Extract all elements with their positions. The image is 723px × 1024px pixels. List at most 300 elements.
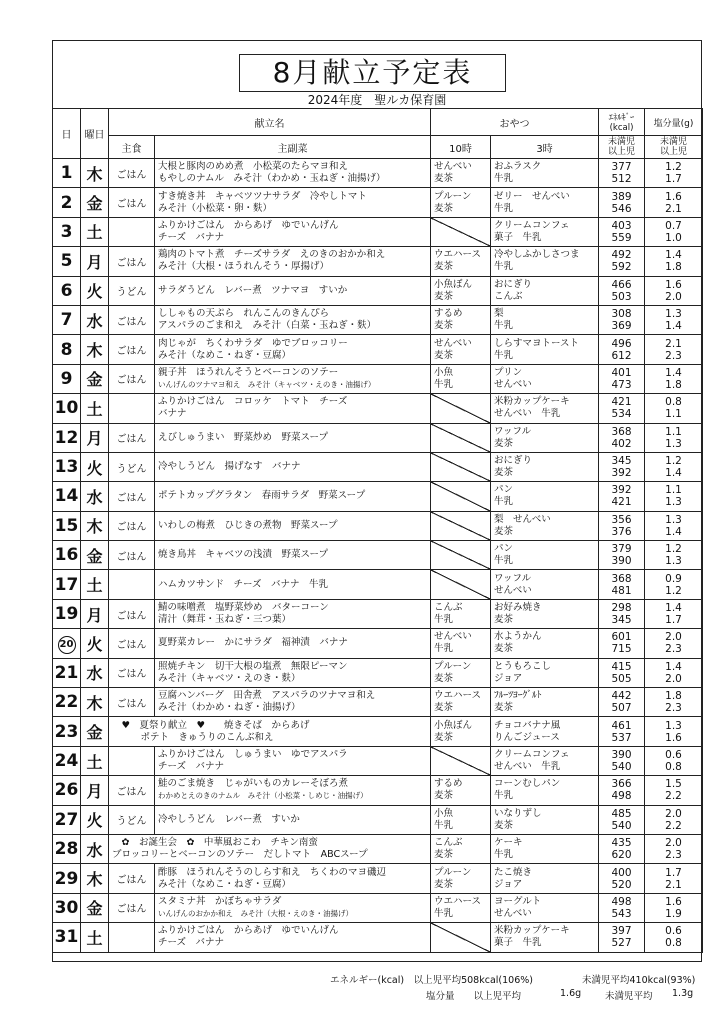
main-dish-line1: ハムカツサンド チーズ バナナ 牛乳 xyxy=(158,578,329,590)
snack10-line1: プルーン xyxy=(434,866,472,878)
energy-over: 540 xyxy=(611,761,632,773)
energy-cell xyxy=(599,923,645,952)
snack3-line1: おふラスク xyxy=(494,161,542,173)
snack3-line1: ゼリー せんべい xyxy=(494,190,570,202)
energy-over: 620 xyxy=(611,849,632,862)
main-dish-cell xyxy=(155,541,431,570)
snack3-line2: 牛乳 xyxy=(494,320,514,332)
day-number: 10 xyxy=(54,398,79,419)
energy-cell xyxy=(599,482,645,511)
energy-cell xyxy=(599,688,645,717)
energy-cell xyxy=(599,541,645,570)
salt-under: 1.3 xyxy=(665,308,682,321)
day-number: 24 xyxy=(54,751,79,771)
salt-over: 1.3 xyxy=(665,437,682,450)
snack10-cell xyxy=(431,159,491,188)
staple-cell: ごはん xyxy=(109,159,155,188)
salt-over: 1.4 xyxy=(665,320,682,333)
main-dish-line1: ふりかけごはん コロッケ トマト チーズ xyxy=(158,396,348,408)
salt-cell xyxy=(645,776,703,805)
menu-row xyxy=(53,188,703,217)
energy-cell xyxy=(599,335,645,364)
day-number: 2 xyxy=(60,192,73,213)
weekday-cell: 月 xyxy=(81,599,109,628)
salt-under: 1.7 xyxy=(665,866,682,879)
energy-over: 481 xyxy=(611,584,632,597)
salt-over: 1.8 xyxy=(665,378,682,391)
snack10-cell xyxy=(431,658,491,687)
day-cell xyxy=(53,188,81,217)
main-dish-line1: 鶏肉のトマト煮 チーズサラダ えのきのおかか和え xyxy=(158,249,386,261)
staple-cell: ごはん xyxy=(109,864,155,893)
snack3-line2: 牛乳 xyxy=(494,261,514,273)
snack3-line1: 米粉カップケーキ xyxy=(494,925,570,937)
weekday-cell: 金 xyxy=(81,188,109,217)
salt-cell xyxy=(645,688,703,717)
energy-cell xyxy=(599,629,645,658)
salt-under: 1.3 xyxy=(665,719,682,732)
menu-row xyxy=(53,688,703,717)
energy-under: 415 xyxy=(611,660,632,673)
energy-under: 485 xyxy=(611,807,632,820)
energy-cell xyxy=(599,188,645,217)
snack10-line1: 小魚 xyxy=(434,366,454,378)
staple-cell: ごはん xyxy=(109,688,155,717)
day-number: 20 xyxy=(58,636,76,654)
footer-energy-under: 未満児平均410kcal(93%) xyxy=(582,975,696,986)
staple-cell: ごはん xyxy=(109,629,155,658)
snack10-line1: こんぶ xyxy=(434,602,463,614)
salt-under: 1.4 xyxy=(665,602,682,615)
snack10-line2: 麦茶 xyxy=(434,672,454,684)
salt-cell xyxy=(645,335,703,364)
menu-row xyxy=(53,834,703,863)
salt-over: 1.6 xyxy=(665,731,682,744)
energy-under: 366 xyxy=(611,778,632,791)
main-dish-cell xyxy=(155,188,431,217)
day-cell xyxy=(53,717,81,746)
header-salt-under: 未満児 xyxy=(659,137,687,147)
main-dish-line1: ししゃもの天ぷら れんこんのきんぴら xyxy=(158,308,330,320)
weekday-cell: 火 xyxy=(81,276,109,305)
menu-row xyxy=(53,776,703,805)
main-dish-line1: 冷やしうどん レバー煮 すいか xyxy=(158,813,300,825)
snack3-line2: こんぶ xyxy=(494,290,523,302)
main-dish-line2: ブロッコリーとベーコンのソテー だしトマト ABCスープ xyxy=(112,849,368,861)
energy-over: 543 xyxy=(611,907,632,920)
snack10-cell-empty xyxy=(431,452,491,481)
snack10-cell-empty xyxy=(431,746,491,775)
energy-over: 612 xyxy=(611,349,632,362)
snack3-cell xyxy=(491,805,599,834)
day-cell xyxy=(53,305,81,334)
salt-under: 1.8 xyxy=(665,690,682,703)
header-salt-over: 以上児 xyxy=(659,147,687,157)
main-dish-line1: 豆腐ハンバーグ 田舎煮 アスパラのツナマヨ和え xyxy=(158,690,376,702)
snack10-cell-empty xyxy=(431,217,491,246)
snack10-line1: 小魚ぼん xyxy=(434,719,473,731)
main-dish-cell xyxy=(155,746,431,775)
energy-under: 403 xyxy=(611,219,632,232)
snack3-line2: 麦茶 xyxy=(494,525,514,537)
day-number: 27 xyxy=(54,809,79,830)
main-dish-line2: 清汁（舞茸・玉ねぎ・三つ葉） xyxy=(158,614,292,626)
snack10-cell-empty xyxy=(431,423,491,452)
snack3-line2: 牛乳 xyxy=(494,790,514,802)
day-number: 23 xyxy=(54,721,79,742)
day-cell xyxy=(53,511,81,540)
salt-under: 1.4 xyxy=(665,660,682,673)
menu-row xyxy=(53,305,703,334)
salt-under: 2.0 xyxy=(665,631,682,644)
energy-under: 390 xyxy=(611,749,632,761)
day-cell xyxy=(53,923,81,952)
snack3-line1: 梨 xyxy=(494,308,504,320)
salt-cell xyxy=(645,541,703,570)
weekday-cell: 土 xyxy=(81,570,109,599)
salt-over: 1.7 xyxy=(665,173,682,186)
energy-cell xyxy=(599,276,645,305)
main-dish-line1: 冷やしうどん 揚げなす バナナ xyxy=(158,461,301,473)
energy-under: 345 xyxy=(611,455,632,468)
main-dish-line1: 大根と豚肉のめめ煮 小松菜のたらマヨ和え xyxy=(158,161,349,173)
snack10-line2: 麦茶 xyxy=(434,849,454,861)
energy-over: 503 xyxy=(611,290,632,303)
energy-cell xyxy=(599,364,645,393)
weekday-cell: 火 xyxy=(81,629,109,658)
main-dish-line2: みそ汁（なめこ・ねぎ・豆腐） xyxy=(158,878,292,890)
salt-cell xyxy=(645,570,703,599)
main-dish-cell xyxy=(155,511,431,540)
staple-cell: うどん xyxy=(109,452,155,481)
day-number: 30 xyxy=(54,897,79,918)
snack10-line1: するめ xyxy=(434,308,463,320)
energy-over: 507 xyxy=(611,702,632,715)
snack3-cell xyxy=(491,423,599,452)
weekday-cell: 水 xyxy=(81,305,109,334)
energy-under: 379 xyxy=(611,543,632,556)
energy-over: 505 xyxy=(611,672,632,685)
energy-over: 715 xyxy=(611,643,632,656)
day-cell xyxy=(53,423,81,452)
energy-under: 397 xyxy=(611,925,632,938)
snack3-cell xyxy=(491,570,599,599)
salt-under: 0.6 xyxy=(665,925,682,938)
snack3-line2: 牛乳 xyxy=(494,555,514,567)
weekday-cell: 水 xyxy=(81,658,109,687)
snack3-cell xyxy=(491,188,599,217)
main-dish-cell xyxy=(155,482,431,511)
header-staple: 主食 xyxy=(109,136,155,159)
menu-row xyxy=(53,482,703,511)
salt-under: 1.2 xyxy=(665,161,682,174)
menu-row xyxy=(53,452,703,481)
salt-under: 1.4 xyxy=(665,249,682,262)
header-snack: おやつ xyxy=(431,109,599,136)
menu-row xyxy=(53,864,703,893)
main-dish-cell xyxy=(155,335,431,364)
staple-cell: ごはん xyxy=(109,423,155,452)
staple-cell xyxy=(109,570,155,599)
main-dish-cell xyxy=(155,247,431,276)
energy-under: 356 xyxy=(611,513,632,526)
salt-under: 1.3 xyxy=(665,513,682,526)
energy-cell xyxy=(599,159,645,188)
snack3-line2: ジョア xyxy=(494,878,523,890)
energy-cell xyxy=(599,305,645,334)
salt-over: 2.3 xyxy=(665,849,682,862)
snack3-line2: 牛乳 xyxy=(494,173,514,185)
main-dish-line1: 照焼チキン 切干大根の塩煮 無限ピーマン xyxy=(158,660,348,672)
main-dish-line1: 焼き鳥丼 キャベツの浅漬 野菜スープ xyxy=(158,549,329,561)
menu-row xyxy=(53,541,703,570)
salt-cell xyxy=(645,188,703,217)
energy-cell xyxy=(599,217,645,246)
snack10-cell xyxy=(431,834,491,863)
snack10-line1: 小魚 xyxy=(434,807,454,819)
salt-under: 2.0 xyxy=(665,807,682,820)
snack10-cell xyxy=(431,717,491,746)
snack10-cell xyxy=(431,688,491,717)
salt-cell xyxy=(645,452,703,481)
menu-rows xyxy=(53,159,703,953)
salt-cell xyxy=(645,305,703,334)
menu-row xyxy=(53,276,703,305)
header-snack3: 3時 xyxy=(491,136,599,159)
snack10-cell-empty xyxy=(431,511,491,540)
energy-cell xyxy=(599,452,645,481)
snack3-cell xyxy=(491,482,599,511)
snack10-cell xyxy=(431,599,491,628)
snack3-cell xyxy=(491,746,599,775)
salt-under: 1.2 xyxy=(665,455,682,468)
salt-over: 2.3 xyxy=(665,643,682,656)
weekday-cell: 金 xyxy=(81,364,109,393)
day-cell xyxy=(53,570,81,599)
salt-cell xyxy=(645,482,703,511)
energy-under: 392 xyxy=(611,484,632,497)
energy-over: 498 xyxy=(611,790,632,803)
main-dish-cell xyxy=(109,717,431,746)
main-dish-cell xyxy=(109,834,431,863)
main-dish-line1: 親子丼 ほうれんそうとベーコンのソテー xyxy=(158,366,339,378)
day-cell xyxy=(53,452,81,481)
energy-cell xyxy=(599,394,645,423)
snack3-cell xyxy=(491,364,599,393)
snack3-line2: 牛乳 xyxy=(494,202,514,214)
menu-row xyxy=(53,923,703,952)
snack10-cell xyxy=(431,305,491,334)
snack10-line1: せんべい xyxy=(434,161,472,173)
weekday-cell: 水 xyxy=(81,834,109,863)
footer-salt-under: 1.3g xyxy=(672,988,694,999)
weekday-cell: 土 xyxy=(81,217,109,246)
snack3-cell xyxy=(491,247,599,276)
weekday-cell: 木 xyxy=(81,511,109,540)
day-number: 6 xyxy=(60,280,73,301)
salt-under: 1.4 xyxy=(665,366,682,379)
staple-cell: ごはん xyxy=(109,364,155,393)
snack3-line1: ワッフル xyxy=(494,572,532,584)
snack10-cell xyxy=(431,335,491,364)
salt-cell xyxy=(645,217,703,246)
staple-cell xyxy=(109,746,155,775)
energy-cell xyxy=(599,864,645,893)
snack3-line2: 牛乳 xyxy=(494,496,514,508)
staple-cell: ごはん xyxy=(109,511,155,540)
menu-row xyxy=(53,511,703,540)
snack10-cell xyxy=(431,805,491,834)
salt-under: 1.1 xyxy=(665,484,682,497)
main-dish-line2: バナナ xyxy=(158,408,187,420)
salt-over: 2.2 xyxy=(665,819,682,832)
main-dish-line2: もやしのナムル みそ汁（わかめ・玉ねぎ・油揚げ） xyxy=(158,173,386,185)
main-dish-line2: みそ汁（なめこ・ねぎ・豆腐） xyxy=(158,349,292,361)
main-dish-cell xyxy=(155,452,431,481)
snack3-line2: せんべい xyxy=(494,378,532,390)
main-dish-line2: アスパラのごま和え みそ汁（白菜・玉ねぎ・麩） xyxy=(158,320,377,332)
snack3-line1: パン xyxy=(494,484,514,496)
day-cell xyxy=(53,482,81,511)
menu-row xyxy=(53,717,703,746)
day-number: 21 xyxy=(54,662,79,683)
day-cell xyxy=(53,364,81,393)
snack3-line1: ヨーグルト xyxy=(494,895,542,907)
menu-row xyxy=(53,159,703,188)
snack3-line2: 麦茶 xyxy=(494,467,514,479)
snack3-line1: クリームコンフェ xyxy=(494,219,570,231)
energy-cell xyxy=(599,599,645,628)
snack3-line1: クリームコンフェ xyxy=(494,749,570,760)
salt-under: 2.0 xyxy=(665,837,682,850)
day-number: 16 xyxy=(54,545,79,566)
day-number: 9 xyxy=(60,368,73,389)
day-number: 19 xyxy=(54,604,79,625)
main-dish-cell xyxy=(155,893,431,922)
snack3-cell xyxy=(491,541,599,570)
snack10-line1: こんぶ xyxy=(434,837,463,849)
salt-cell xyxy=(645,247,703,276)
main-dish-line2: わかめとえのきのナムル みそ汁（小松菜・しめじ・油揚げ） xyxy=(158,791,368,801)
footer-salt-over: 1.6g xyxy=(560,988,582,999)
snack3-line2: 菓子 牛乳 xyxy=(494,937,542,949)
day-cell xyxy=(53,805,81,834)
day-number: 13 xyxy=(54,457,79,478)
energy-cell xyxy=(599,776,645,805)
snack10-line2: 牛乳 xyxy=(434,907,454,919)
header-energy: ｴﾈﾙｷﾞｰ(kcal) xyxy=(599,109,645,136)
day-cell xyxy=(53,247,81,276)
snack10-line1: ウエハース xyxy=(434,249,482,261)
day-number: 14 xyxy=(54,486,79,507)
snack10-cell xyxy=(431,776,491,805)
header-energy-under: 未満児 xyxy=(607,137,635,147)
energy-over: 421 xyxy=(611,496,632,509)
snack10-line2: 麦茶 xyxy=(434,731,454,743)
snack10-cell xyxy=(431,364,491,393)
page-subtitle: 2024年度 聖ルカ保育園 xyxy=(307,93,447,107)
footer-salt-under-label: 未満児平均 xyxy=(605,991,653,1002)
snack10-cell xyxy=(431,864,491,893)
snack10-cell-empty xyxy=(431,482,491,511)
snack10-line1: プルーン xyxy=(434,190,472,202)
main-dish-line2: いんげんのツナマヨ和え みそ汁（キャベツ・えのき・油揚げ） xyxy=(158,379,376,389)
staple-cell: ごはん xyxy=(109,776,155,805)
staple-cell: ごはん xyxy=(109,658,155,687)
main-dish-line1: えびしゅうまい 野菜炒め 野菜スープ xyxy=(158,431,329,443)
staple-cell: ごはん xyxy=(109,335,155,364)
snack3-line1: しらすマヨトースト xyxy=(494,337,580,349)
weekday-cell: 金 xyxy=(81,893,109,922)
main-dish-line2: ポテト きゅうりのこんぶ和え xyxy=(112,731,274,743)
salt-under: 0.7 xyxy=(665,219,682,232)
salt-cell xyxy=(645,276,703,305)
snack10-cell xyxy=(431,629,491,658)
salt-cell xyxy=(645,893,703,922)
snack3-line2: せんべい 牛乳 xyxy=(494,408,561,420)
weekday-cell: 土 xyxy=(81,394,109,423)
menu-table xyxy=(52,108,703,953)
weekday-cell: 木 xyxy=(81,159,109,188)
snack3-line2: せんべい xyxy=(494,907,532,919)
day-cell xyxy=(53,217,81,246)
main-dish-cell xyxy=(155,599,431,628)
staple-cell xyxy=(109,217,155,246)
energy-over: 512 xyxy=(611,173,632,186)
snack3-line1: とうもろこし xyxy=(494,660,552,672)
energy-over: 559 xyxy=(611,231,632,244)
salt-under: 1.6 xyxy=(665,895,682,908)
salt-over: 2.3 xyxy=(665,349,682,362)
snack3-cell xyxy=(491,834,599,863)
snack3-cell xyxy=(491,893,599,922)
footer-salt: 塩分量 以上児平均 xyxy=(426,991,522,1002)
salt-under: 1.5 xyxy=(665,778,682,791)
main-dish-cell xyxy=(155,364,431,393)
staple-cell: うどん xyxy=(109,276,155,305)
weekday-cell: 水 xyxy=(81,482,109,511)
energy-over: 345 xyxy=(611,614,632,627)
energy-over: 537 xyxy=(611,731,632,744)
main-dish-line1: いわしの梅煮 ひじきの煮物 野菜スープ xyxy=(158,519,338,531)
salt-cell xyxy=(645,599,703,628)
main-dish-line1: ふりかけごはん しゅうまい ゆでアスパラ xyxy=(158,749,348,760)
snack10-line2: 麦茶 xyxy=(434,202,454,214)
menu-row xyxy=(53,423,703,452)
day-number: 7 xyxy=(60,310,73,331)
energy-under: 442 xyxy=(611,690,632,703)
snack3-line1: 梨 せんべい xyxy=(494,513,551,525)
snack10-cell-empty xyxy=(431,541,491,570)
snack3-cell xyxy=(491,599,599,628)
energy-under: 368 xyxy=(611,572,632,585)
header-snack10: 10時 xyxy=(431,136,491,159)
main-dish-line1: ふりかけごはん からあげ ゆでいんげん xyxy=(158,219,339,231)
weekday-cell: 金 xyxy=(81,717,109,746)
day-number: 12 xyxy=(54,427,79,448)
staple-cell: うどん xyxy=(109,805,155,834)
main-dish-cell xyxy=(155,805,431,834)
snack10-line2: 麦茶 xyxy=(434,320,454,332)
energy-over: 592 xyxy=(611,261,632,274)
salt-over: 1.8 xyxy=(665,261,682,274)
energy-under: 298 xyxy=(611,602,632,615)
snack3-cell xyxy=(491,305,599,334)
weekday-cell: 火 xyxy=(81,805,109,834)
snack3-cell xyxy=(491,276,599,305)
energy-under: 466 xyxy=(611,278,632,291)
snack10-line1: ウエハース xyxy=(434,690,482,702)
